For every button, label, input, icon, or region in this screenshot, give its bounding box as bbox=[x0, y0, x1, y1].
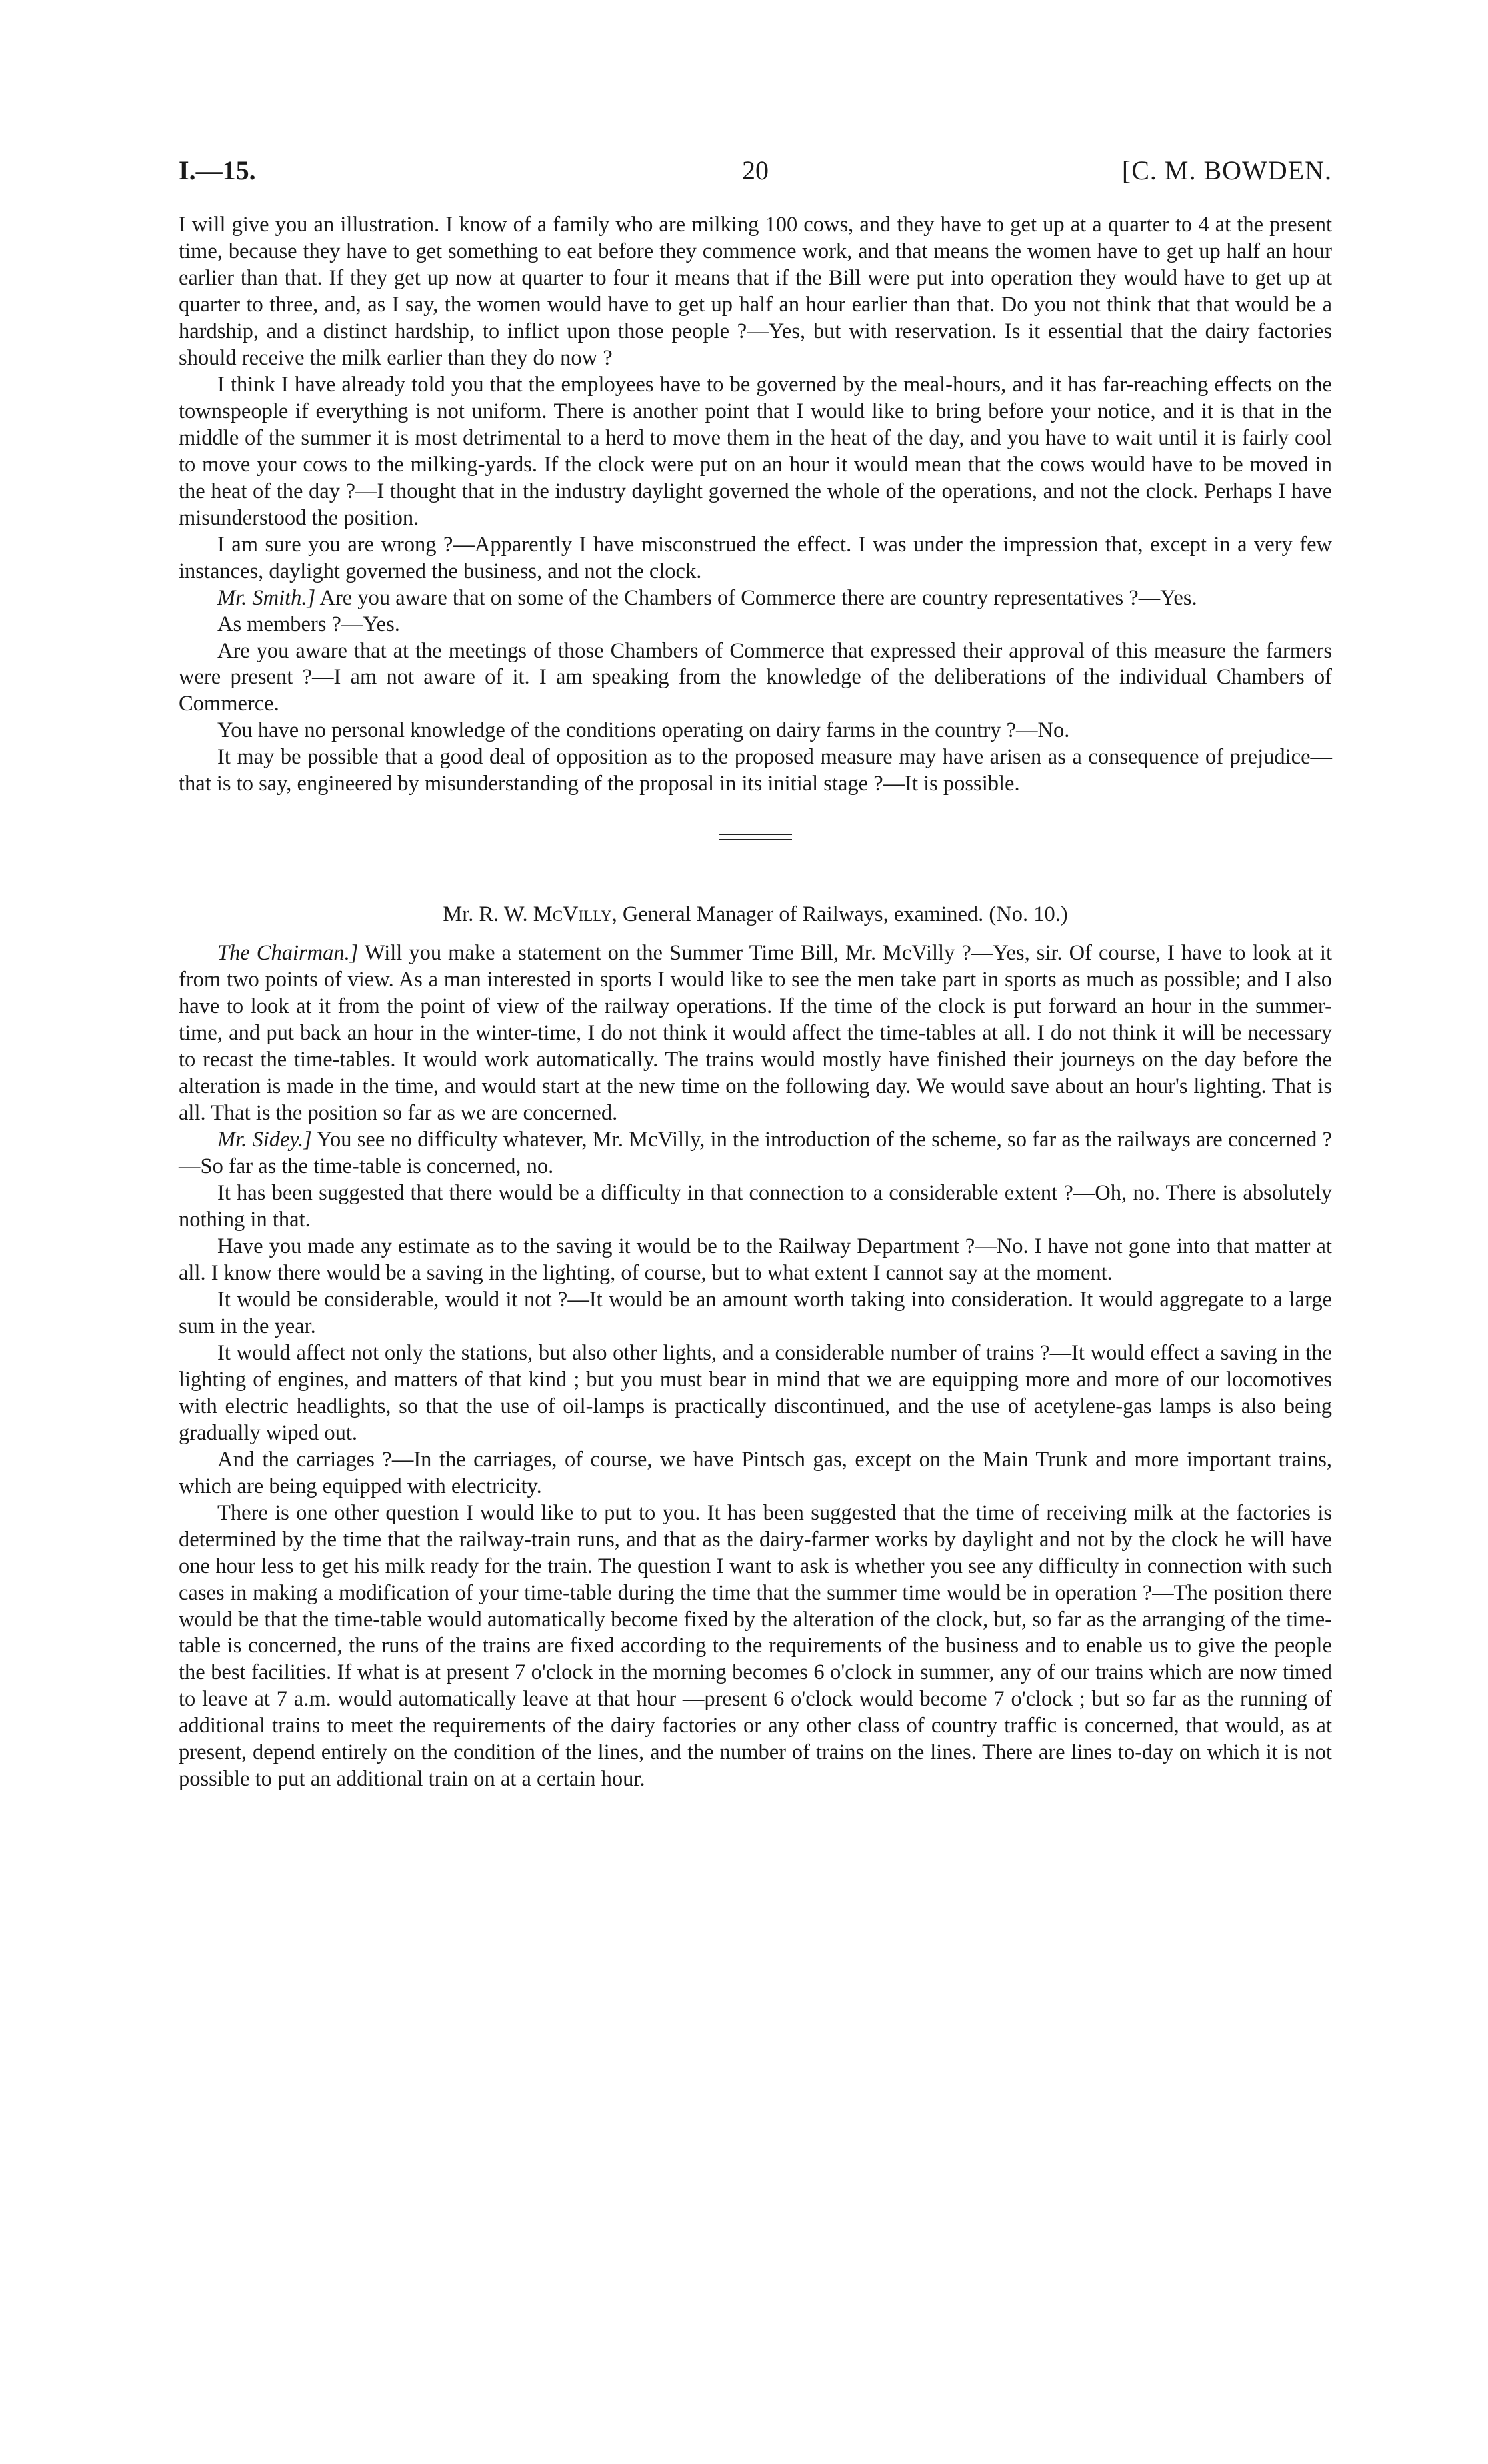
section-mcvilly-evidence bbox=[179, 940, 1332, 1793]
paragraph-text: Are you aware that on some of the Chambers of Commerce there are country representatives ?—Yes. bbox=[315, 585, 1197, 610]
speaker-label: Mr. Sidey.] bbox=[217, 1128, 312, 1152]
page-header bbox=[179, 155, 1332, 195]
witness-heading bbox=[179, 902, 1332, 928]
paragraph: As members ?—Yes. bbox=[217, 612, 400, 636]
paragraph bbox=[179, 585, 1332, 612]
paragraph: You have no personal knowledge of the conditions operating on dairy farms in the country ?—No. bbox=[217, 718, 1070, 743]
paragraph: It has been suggested that there would be a difficulty in that connection to a considerable extent ?—Oh, no. There is absolutely nothing in that. bbox=[179, 1181, 1332, 1232]
paragraph: It may be possible that a good deal of opposition as to the proposed measure may have arisen as a consequence of prejudice—that is to say, engineered by misunderstanding of the proposal in its initial stage ?—It is possible. bbox=[179, 745, 1332, 796]
page-number: 20 bbox=[742, 155, 769, 185]
section-bowden-evidence bbox=[179, 212, 1332, 798]
witness-running-head: [C. M. BOWDEN. bbox=[1121, 155, 1332, 185]
paper-reference: I.—15. bbox=[179, 155, 256, 185]
speaker-label: Mr. Smith.] bbox=[217, 585, 316, 610]
paragraph-text: Will you make a statement on the Summer Time Bill, Mr. McVilly ?—Yes, sir. Of course, I have to look at it from two points of view. As a man interested in sports I would like to see the men take part in sports as much as possible; and I also have to look at it from the point of view of the railway operations. If the time of the clock is put forward an hour in the summer-time, and put back an hour in the winter-time, I do not think it would affect the time-tables at all. I do not think it will be necessary to recast the time-tables. It would work automatically. The trains would mostly have finished their journeys on the day before the alteration is made in the time, and would start at the new time on the following day. We would save about an hour's lighting. That is all. That is the position so far as we are concerned. bbox=[179, 941, 1332, 1126]
section-divider bbox=[719, 834, 792, 840]
page-body bbox=[179, 212, 1332, 1793]
paragraph: I am sure you are wrong ?—Apparently I have misconstrued the effect. I was under the impression that, except in a very few instances, daylight governed the business, and not the clock. bbox=[179, 532, 1332, 583]
paragraph: Have you made any estimate as to the saving it would be to the Railway Department ?—No. I have not gone into that matter at all. I know there would be a saving in the lighting, of course, but to what extent I cannot say at the moment. bbox=[179, 1234, 1332, 1285]
paragraph: It would be considerable, would it not ?—It would be an amount worth taking into consideration. It would aggregate to a large sum in the year. bbox=[179, 1287, 1332, 1338]
paragraph: I think I have already told you that the employees have to be governed by the meal-hours, and it has far-reaching effects on the townspeople if everything is not uniform. There is another point that I would like to bring before your notice, and it is that in the middle of the summer it is most detrimental to a herd to move them in the heat of the day, and you have to wait until it is fairly cool to move your cows to the milking-yards. If the clock were put on an hour it would mean that the cows would have to be moved in the heat of the day ?—I thought that in the industry daylight governed the whole of the operations, and not the clock. Perhaps I have misunderstood the position. bbox=[179, 372, 1332, 530]
witness-name: McVilly bbox=[533, 902, 612, 927]
paragraph: There is one other question I would like to put to you. It has been suggested that the time of receiving milk at the factories is determined by the time that the railway-train runs, and that as the dairy-farmer works by daylight and not by the clock he will have one hour less to get his milk ready for the train. The question I want to ask is whether you see any difficulty in connection with such cases in making a modification of your time-table during the time that the summer time would be in operation ?—The position there would be that the time-table would automatically become fixed by the alteration of the clock, but, so far as the arranging of the time-table is concerned, the runs of the trains are fixed according to the requirements of the business and to enable us to give the people the best facilities. If what is at present 7 o'clock in the morning becomes 6 o'clock in summer, any of our trains which are now timed to leave at 7 a.m. would automatically leave at that hour —present 6 o'clock would become 7 o'clock ; but so far as the running of additional trains to meet the requirements of the dairy factories or any other class of country traffic is concerned, that would, as at present, depend entirely on the condition of the lines, and the number of trains on the lines. There are lines to-day on which it is not possible to put an additional train on at a certain hour. bbox=[179, 1500, 1332, 1792]
paragraph: It would affect not only the stations, but also other lights, and a considerable number of trains ?—It would effect a saving in the lighting of engines, and matters of that kind ; but you must bear in mind that we are equipping more and more of our locomotives with electric headlights, so that the use of oil-lamps is practically discontinued, and the use of acetylene-gas lamps is also being gradually wiped out. bbox=[179, 1340, 1332, 1445]
paragraph bbox=[179, 1127, 1332, 1180]
paragraph: I will give you an illustration. I know of a family who are milking 100 cows, and they have to get up at a quarter to 4 at the present time, because they have to get something to eat before they commence work, and that means the women have to get up half an hour earlier than that. If they get up now at quarter to four it means that if the Bill were put into operation they would have to get up at quarter to three, and, as I say, the women would have to get up half an hour earlier than that. Do you not think that that would be a hardship, and a distinct hardship, to inflict upon those people ?—Yes, but with reservation. Is it essential that the dairy factories should receive the milk earlier than they do now ? bbox=[179, 213, 1332, 370]
speaker-label: The Chairman.] bbox=[217, 941, 359, 966]
witness-suffix: , General Manager of Railways, examined. (No. 10.) bbox=[611, 902, 1068, 927]
paragraph: Are you aware that at the meetings of those Chambers of Commerce that expressed their approval of this measure the farmers were present ?—I am not aware of it. I am speaking from the knowledge of the deliberations of the individual Chambers of Commerce. bbox=[179, 638, 1332, 716]
paragraph-text: You see no difficulty whatever, Mr. McVilly, in the introduction of the scheme, so far as the railways are concerned ?—So far as the time-table is concerned, no. bbox=[179, 1128, 1333, 1179]
witness-prefix: Mr. R. W. bbox=[443, 902, 533, 927]
paragraph bbox=[179, 940, 1332, 1127]
paragraph: And the carriages ?—In the carriages, of course, we have Pintsch gas, except on the Main Trunk and more important trains, which are being equipped with electricity. bbox=[179, 1447, 1332, 1498]
